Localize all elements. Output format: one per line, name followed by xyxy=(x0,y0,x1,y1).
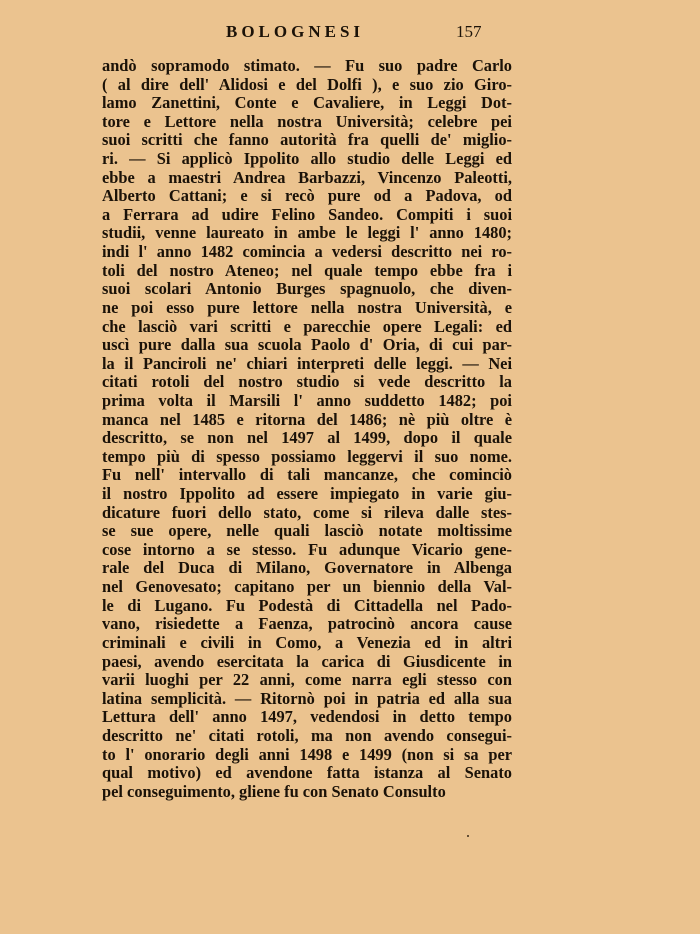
text-line: pel conseguimento, gliene fu con Senato Consulto xyxy=(102,782,446,801)
text-line: latina semplicità. — Ritornò poi in patria ed alla sua xyxy=(102,689,512,708)
text-line: ri. — Si applicò Ippolito allo studio delle Leggi ed xyxy=(102,150,512,169)
text-line: le di Lugano. Fu Podestà di Cittadella nel Pado- xyxy=(102,596,512,615)
body-text xyxy=(102,57,512,801)
text-line: indi l' anno 1482 comincia a vedersi descritto nei ro- xyxy=(102,243,512,262)
text-line: varii luoghi per 22 anni, come narra egli stesso con xyxy=(102,671,512,690)
text-line: cose intorno a se stesso. Fu adunque Vicario gene- xyxy=(102,540,512,559)
text-line: suoi scolari Antonio Burges spagnuolo, che diven- xyxy=(102,280,512,299)
running-head: BOLOGNESI xyxy=(226,22,365,41)
text-line: tore e Lettore nella nostra Università; celebre pei xyxy=(102,112,512,131)
text-line: il nostro Ippolito ad essere impiegato in varie giu- xyxy=(102,485,512,504)
text-line: se sue opere, nelle quali lasciò notate moltissime xyxy=(102,522,512,541)
text-line: a Ferrara ad udire Felino Sandeo. Compiti i suoi xyxy=(102,205,512,224)
text-line: nel Genovesato; capitano per un biennio della Val- xyxy=(102,578,512,597)
text-line: vano, risiedette a Faenza, patrocinò ancora cause xyxy=(102,615,512,634)
text-line: manca nel 1485 e ritorna del 1486; nè più oltre è xyxy=(102,410,512,429)
text-line: toli del nostro Ateneo; nel quale tempo ebbe fra i xyxy=(102,261,512,280)
text-line: paesi, avendo esercitata la carica di Giusdicente in xyxy=(102,652,512,671)
text-line: andò sopramodo stimato. — Fu suo padre Carlo xyxy=(102,57,512,75)
text-line: ( al dire dell' Alidosi e del Dolfi ), e suo zio Giro- xyxy=(102,75,512,94)
text-line: uscì pure dalla sua scuola Paolo d' Oria, di cui par- xyxy=(102,336,512,355)
text-line: descritto ne' citati rotoli, ma non avendo consegui- xyxy=(102,726,512,745)
text-line: rale del Duca di Milano, Governatore in Albenga xyxy=(102,559,512,578)
text-line: tempo più di spesso possiamo leggervi il suo nome. xyxy=(102,447,512,466)
text-line: descritto, se non nel 1497 al 1499, dopo il quale xyxy=(102,429,512,448)
text-line: Fu nell' intervallo di tali mancanze, che cominciò xyxy=(102,466,512,485)
text-line: suoi scritti che fanno autorità fra quelli de' miglio- xyxy=(102,131,512,150)
text-line: criminali e civili in Como, a Venezia ed in altri xyxy=(102,633,512,652)
text-line: citati rotoli del nostro studio si vede descritto la xyxy=(102,373,512,392)
text-line: la il Panciroli ne' chiari interpreti delle leggi. — Nei xyxy=(102,354,512,373)
text-line: ebbe a maestri Andrea Barbazzi, Vincenzo Paleotti, xyxy=(102,168,512,187)
text-line: dicature fuori dello stato, come si rileva dalle stes- xyxy=(102,503,512,522)
text-line: Lettura dell' anno 1497, vedendosi in detto tempo xyxy=(102,708,512,727)
text-line: Alberto Cattani; e si recò pure od a Padova, od xyxy=(102,187,512,206)
text-line: che lasciò vari scritti e parecchie opere Legali: ed xyxy=(102,317,512,336)
text-line: prima volta il Marsili l' anno suddetto 1482; poi xyxy=(102,391,512,410)
text-line: lamo Zanettini, Conte e Cavaliere, in Leggi Dot- xyxy=(102,94,512,113)
page-number: 157 xyxy=(456,22,482,41)
text-line: qual motivo) ed avendone fatta istanza al Senato xyxy=(102,764,512,783)
text-line: to l' onorario degli anni 1498 e 1499 (non si sa per xyxy=(102,745,512,764)
text-line: studii, venne laureato in ambe le leggi l' anno 1480; xyxy=(102,224,512,243)
text-line: ne poi esso pure lettore nella nostra Università, e xyxy=(102,298,512,317)
ink-speck xyxy=(467,835,469,837)
